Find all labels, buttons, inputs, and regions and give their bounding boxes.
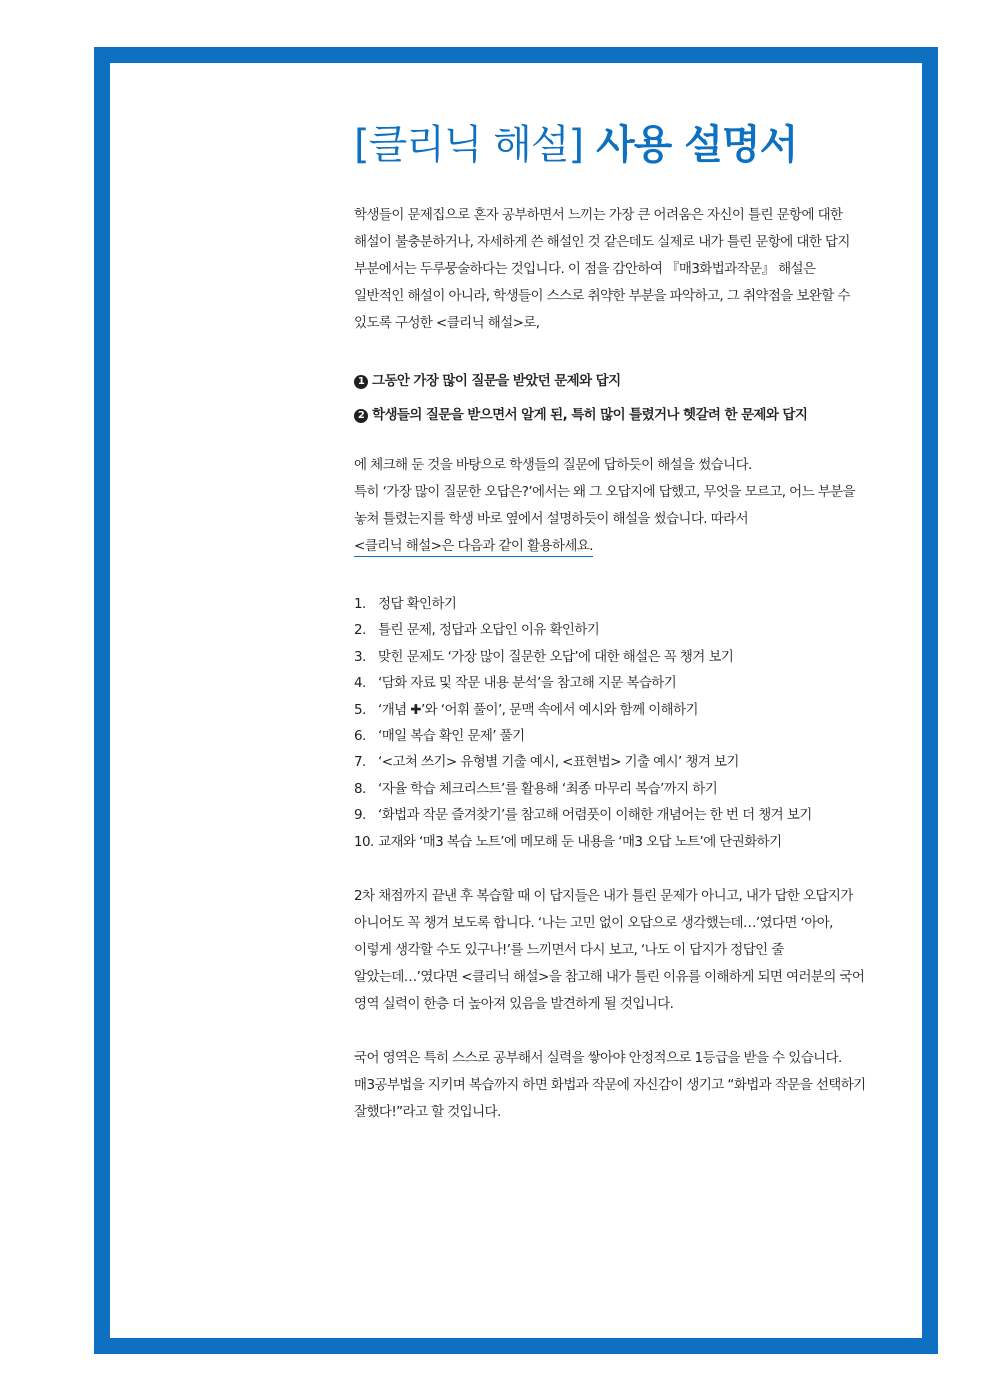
list-text: 교재와 ‘매3 복습 노트’에 메모해 둔 내용을 ‘매3 오답 노트’에 단권화하기	[378, 833, 782, 850]
key-point-text: 그동안 가장 많이 질문을 받았던 문제와 답지	[372, 373, 621, 389]
list-number: 3.	[354, 648, 366, 665]
circled-number-icon: 2	[354, 409, 368, 423]
list-item	[354, 591, 868, 617]
list-number: 8.	[354, 780, 366, 797]
list-number: 6.	[354, 728, 366, 745]
list-number: 4.	[354, 675, 366, 692]
list-number: 1.	[354, 596, 366, 612]
list-number: 10.	[354, 833, 374, 850]
explain-line-2: 특히 ‘가장 많이 질문한 오답은?’에서는 왜 그 오답지에 답했고, 무엇을 모르고, 어느 부분을 놓쳐 틀렸는지를 학생 바로 옆에서 설명하듯이 해설을 썼습니다. 따라서	[354, 484, 856, 527]
explain-underlined-line: <클리닉 해설>은 다음과 같이 활용하세요.	[354, 538, 593, 557]
list-text-pre: ‘개념	[378, 701, 411, 718]
list-number: 7.	[354, 754, 366, 771]
list-item	[354, 644, 868, 670]
list-text-post: ’와 ‘어휘 풀이’, 문맥 속에서 예시와 함께 이해하기	[420, 701, 698, 718]
list-number: 2.	[354, 622, 366, 639]
page-title	[354, 108, 868, 182]
manual-content	[354, 108, 868, 1126]
list-number: 9.	[354, 807, 366, 824]
list-item	[354, 776, 868, 802]
list-text: ‘<고쳐 쓰기> 유형별 기출 예시, <표현법> 기출 예시’ 챙겨 보기	[378, 754, 739, 771]
title-bracket-part: [클리닉 해설]	[354, 122, 584, 168]
list-text: 맞힌 문제도 ‘가장 많이 질문한 오답’에 대한 해설은 꼭 챙겨 보기	[378, 648, 734, 665]
title-bold-part: 사용 설명서	[596, 122, 798, 168]
list-item	[354, 802, 868, 828]
explain-line-1: 에 체크해 둔 것을 바탕으로 학생들의 질문에 답하듯이 해설을 썼습니다.	[354, 457, 752, 473]
plus-icon: ✚	[410, 701, 421, 718]
list-text: ‘화법과 작문 즐겨찾기’를 참고해 어렴풋이 이해한 개념어는 한 번 더 챙겨 보기	[378, 807, 812, 824]
list-text: ‘담화 자료 및 작문 내용 분석’을 참고해 지문 복습하기	[378, 675, 677, 692]
key-point-2	[354, 406, 868, 424]
closing-paragraph: 국어 영역은 특히 스스로 공부해서 실력을 쌓아야 안정적으로 1등급을 받을 수 있습니다. 매3공부법을 지키며 복습까지 하면 화법과 작문에 자신감이 생기고 “화법과 작문을 선택하기 잘했다!”라고 할 것입니다.	[354, 1050, 866, 1121]
list-text: 틀린 문제, 정답과 오답인 이유 확인하기	[378, 622, 600, 639]
list-item	[354, 670, 868, 696]
key-point-1	[354, 372, 868, 390]
list-text: ‘자율 학습 체크리스트’를 활용해 ‘최종 마무리 복습’까지 하기	[378, 780, 718, 797]
key-points	[354, 372, 868, 424]
list-text: 정답 확인하기	[378, 596, 457, 612]
list-text: ‘매일 복습 확인 문제’ 풀기	[378, 728, 525, 745]
key-point-text: 학생들의 질문을 받으면서 알게 된, 특히 많이 틀렸거나 헷갈려 한 문제와 답지	[372, 407, 808, 423]
review-paragraph: 2차 채점까지 끝낸 후 복습할 때 이 답지들은 내가 틀린 문제가 아니고, 내가 답한 오답지가 아니어도 꼭 챙겨 보도록 합니다. ‘나는 고민 없이 오답으로 생각했는데…’였다면 ‘아아, 이렇게 생각할 수도 있구나!’를 느끼면서 다시 보고, ‘나도 이 답지가 정답인 줄 알았는데…’였다면 <클리닉 해설>을 참고해 내가 틀린 이유를 이해하게 되면 여러분의 국어 영역 실력이 한층 더 높아져 있음을 발견하게 될 것입니다.	[354, 888, 865, 1013]
usage-list	[354, 591, 868, 855]
list-item	[354, 749, 868, 775]
list-item	[354, 697, 868, 723]
list-number: 5.	[354, 701, 366, 718]
circled-number-icon: 1	[354, 375, 368, 389]
list-item	[354, 723, 868, 749]
intro-paragraph: 학생들이 문제집으로 혼자 공부하면서 느끼는 가장 큰 어려움은 자신이 틀린 문항에 대한 해설이 불충분하거나, 자세하게 쓴 해설인 것 같은데도 실제로 내가 틀린 문항에 대한 답지 부분에서는 두루뭉술하다는 것입니다. 이 점을 감안하여 『매3화법과작문』 해설은 일반적인 해설이 아니라, 학생들이 스스로 취약한 부분을 파악하고, 그 취약점을 보완할 수 있도록 구성한 <클리닉 해설>로,	[354, 207, 850, 331]
list-item	[354, 617, 868, 643]
explain-paragraph	[354, 452, 868, 560]
list-item	[354, 829, 868, 855]
